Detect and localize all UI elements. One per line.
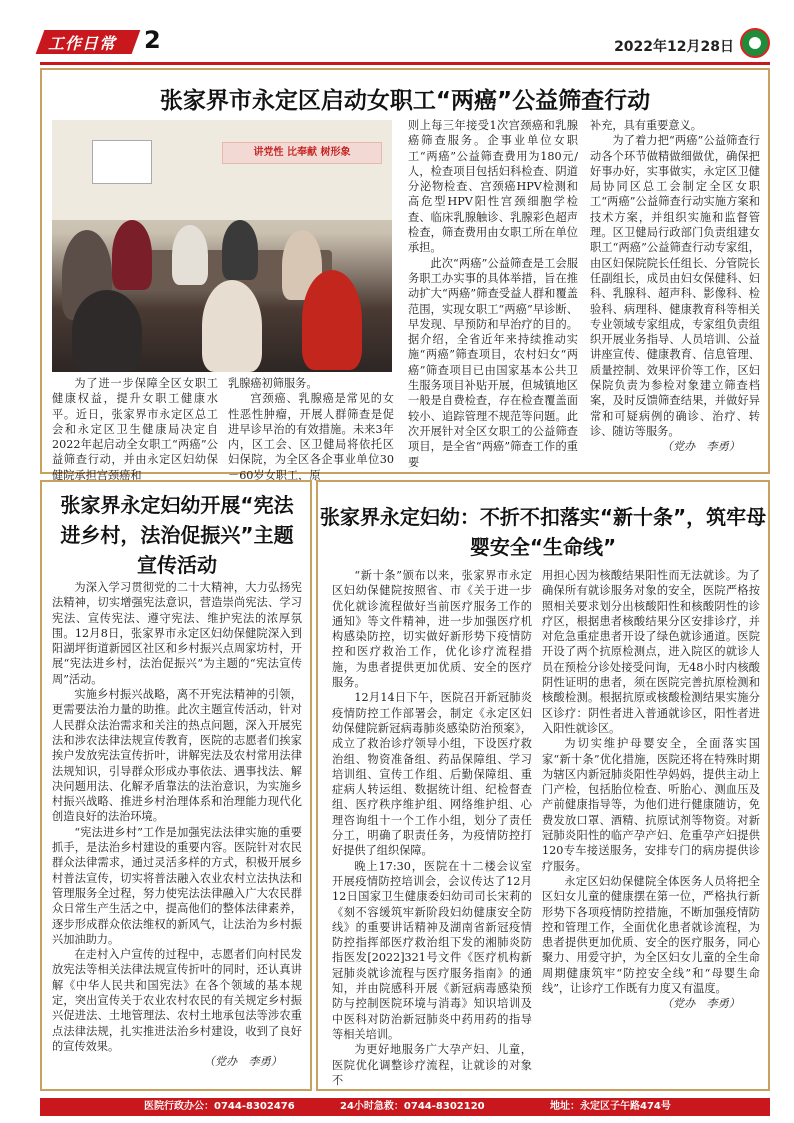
article-1-column-a (52, 376, 218, 483)
issue-date: 2022年12月28日 (614, 39, 734, 55)
hospital-logo-icon (740, 28, 770, 58)
article-3-column-a (332, 568, 532, 1088)
paragraph: 晚上17:30，医院在十二楼会议室开展疫情防控培训会，会议传达了12月12日国家卫生健康委妇幼司司长宋莉的《刻不容缓筑牢新阶段妇幼健康安全防线》的重要讲话精神及湖南省新冠疫情防控指挥部医疗救治组下发的湘肺炎防指医发[2022]321号文件《医疗机构新冠肺炎就诊流程与医疗服务指南》的通知，并由院感科开展《新冠病毒感染预防与控制医院环境与消毒》知识培训及中医科对防治新冠肺炎中药用药的指导等相关培训。 (332, 859, 532, 1041)
paragraph: “宪法进乡村”工作是加强宪法法律实施的重要抓手，是法治乡村建设的重要内容。医院针对农民群众法律需求，通过灵活多样的方式，积极开展乡村普法宣传，切实将普法融入农业农村立法执法和管理服务全过程，努力使宪法法律融入广大农民群众日常生产生活之中，提高他们的整体法律素养，逐步形成群众依法维权的新风气，让法治为乡村振兴加油助力。 (52, 825, 302, 946)
article-1-signature: （党办 李勇） (661, 440, 740, 454)
article-2-signature: （党办 李勇） (203, 1055, 282, 1069)
paragraph: 为切实维护母婴安全，全面落实国家“新十条”优化措施，医院还将在特殊时期为辖区内新冠肺炎阳性孕妈妈，提供主动上门产检，包括胎位检查、听胎心、测血压及产前健康指导等，为他们进行健康随访，免费发放口罩、酒精、抗原试剂等物资。对新冠肺炎阳性的临产孕产妇、危重孕产妇提供120专车接送服务，安排专门的病房提供诊疗服务。 (542, 737, 760, 873)
article-1-column-d (590, 118, 760, 455)
paragraph: 12月14日下午，医院召开新冠肺炎疫情防控工作部署会，制定《永定区妇幼保健院新冠病毒肺炎感染防治预案》，成立了救治诊疗领导小组，下设医疗救治组、物资准备组、药品保障组、学习培训组、宣传工作组、后勤保障组、重症病人转运组、数据统计组、纪检督查组、医疗秩序维护组、网络维护组、心理咨询组十一个工作小组，划分了责任分工，明确了职责任务，为疫情防控打好提供了组织保障。 (332, 691, 532, 858)
page-number: 2 (144, 26, 161, 54)
office-phone: 医院行政办公：0744-8302476 (144, 1101, 295, 1112)
paragraph: 为更好地服务广大孕产妇、儿童，医院优化调整诊疗流程，让就诊的对象不 (332, 1043, 532, 1087)
article-3-column-b (542, 568, 760, 1012)
paragraph: “新十条”颁布以来，张家界市永定区妇幼保健院按照省、市《关于进一步优化就诊流程做好当前医疗服务工作的通知》等文件精神，进一步加强医疗机构感染防控，切实做好新形势下疫情防控和医疗救治工作，优化诊疗流程措施，为患者提供更加优质、安全的医疗服务。 (332, 569, 532, 690)
page-header (40, 22, 770, 64)
header-rule (40, 62, 770, 65)
paragraph: 为深入学习贯彻党的二十大精神，大力弘扬宪法精神，切实增强宪法意识，营造崇尚宪法、学习宪法、宣传宪法、遵守宪法、维护宪法的浓厚氛围。12月8日，张家界市永定区妇幼保健院深入到阳湖坪街道新园区社区和乡村振兴点周家坊村，开展“宪法进乡村，法治促振兴”为主题的“宪法宣传周”活动。 (52, 581, 302, 686)
article-3-signature: （党办 李勇） (661, 997, 740, 1011)
paragraph: 宫颈癌、乳腺癌是常见的女性恶性肿瘤，开展人群筛查是促进早诊早治的有效措施。未来3年内，区工会、区卫健局将依托区妇保院，为全区各企事业单位30－60岁女职工，原 (228, 392, 394, 482)
article-2-title: 张家界永定妇幼开展“宪法进乡村，法治促振兴”主题宣传活动 (60, 493, 294, 577)
paragraph: 乳腺癌初筛服务。 (228, 377, 318, 390)
paragraph: 实施乡村振兴战略，离不开宪法精神的引领，更需要法治力量的助推。此次主题宣传活动，针对人民群众法治需求和关注的热点问题，深入开展宪法和涉农法律法规宣传教育，医院的志愿者们挨家挨户发放宪法宣传折叶，讲解宪法及农村常用法律法规知识，引导群众形成办事依法、遇事找法、解决问题用法、化解矛盾靠法的法治意识，为实施乡村振兴战略、推进乡村治理体系和治理能力现代化创造良好的法治环境。 (52, 688, 302, 824)
paragraph: 补充，具有重要意义。 (590, 119, 702, 132)
paragraph: 用担心因为核酸结果阳性而无法就诊。为了确保所有就诊服务对象的安全，医院严格按照相关要求划分出核酸阳性和核酸阴性的诊疗区，根据患者核酸结果分区安排诊疗，并对危急重症患者开设了绿色就诊通道。医院开设了两个抗原检测点，进入院区的就诊人员在预检分诊处接受问询，无48小时内核酸阴性证明的患者，须在医院完善抗原检测和核酸检测。根据抗原或核酸检测结果实施分区诊疗：阴性者进入普通就诊区，阳性者进入阳性就诊区。 (542, 569, 760, 735)
article-1-column-b (228, 376, 394, 483)
section-badge-label: 工作日常 (48, 34, 117, 53)
article-2-body (52, 580, 302, 1070)
paragraph: 此次“两癌”公益筛查是工会服务职工办实事的具体举措，旨在推动扩大“两癌”筛查受益人群和覆盖范围，实现女职工“两癌”早诊断、早发现、早预防和早治疗的目的。据介绍，全省近年来持续推动实施“两癌”筛查项目，农村妇女“两癌”筛查项目已由国家基本公共卫生服务项目补贴开展，但城镇地区一般是自费检查，存在检查覆盖面较小、追踪管理不规范等问题。此次开展针对全区女职工的公益筛查项目，是全省“两癌”筛查工作的重要 (408, 256, 578, 469)
article-1-column-c (408, 118, 578, 470)
article-3-title: 张家界永定妇幼：不折不扣落实“新十条”，筑牢母婴安全“生命线” (319, 505, 767, 559)
page-footer (40, 1098, 770, 1116)
meeting-photo (52, 120, 392, 372)
article-1-title: 张家界市永定区启动女职工“两癌”公益筛查行动 (159, 88, 651, 114)
paragraph: 则上每三年接受1次宫颈癌和乳腺癌筛查服务。企事业单位女职工“两癌”公益筛查费用为180元/人，检查项目包括妇科检查、阴道分泌物检查、宫颈癌HPV检测和高危型HPV阳性宫颈细胞学检查、临床乳腺触诊、乳腺彩色超声检查，筛查费用由女职工所在单位承担。 (408, 119, 578, 255)
paragraph: 为了着力把“两癌”公益筛查行动各个环节做精做细做优，确保把好事办好，实事做实，永定区卫健局协同区总工会制定全区女职工“两癌”公益筛查行动实施方案和技术方案，并组织实施和监督管理。区卫健局行政部门负责组建女职工“两癌”公益筛查行动专家组，由区妇保院院长任组长、分管院长任副组长，成员由妇女保健科、妇科、乳腺科、超声科、影像科、检验科、病理科、健康教育科等相关专业领域专家组成，专家组负责组织开展业务指导、人员培训、公益讲座宣传、健康教育、信息管理、质量控制、效果评价等工作，区妇保院负责为参检对象建立筛查档案，及时反馈筛查结果，并做好异常和可疑病例的确诊、治疗、转诊、随访等服务。 (590, 134, 760, 438)
section-badge (40, 30, 150, 54)
paragraph: 永定区妇幼保健院全体医务人员将把全区妇女儿童的健康摆在第一位，严格执行新形势下各项疫情防控措施，不断加强疫情防控和管理工作，全面优化患者就诊流程，为患者提供更加优质、安全的医疗服务，同心聚力、用爱守护，为全区妇女儿童的全生命周期健康筑牢“防控安全线”和“母婴生命线”，让诊疗工作既有力度又有温度。 (542, 874, 760, 996)
paragraph: 为了进一步保障全区女职工健康权益，提升女职工健康水平。近日，张家界市永定区总工会和永定区卫生健康局决定自2022年起启动全女职工“两癌”公益筛查行动，并由永定区妇幼保健院承担宫颈癌和 (52, 377, 218, 482)
hospital-address: 地址：永定区子午路474号 (550, 1101, 671, 1112)
emergency-phone: 24小时急救：0744-8302120 (340, 1101, 485, 1112)
photo-banner: 讲党性 比奉献 树形象 (222, 142, 382, 164)
paragraph: 在走村入户宣传的过程中，志愿者们向村民发放宪法等相关法律法规宣传折叶的同时，还认真讲解《中华人民共和国宪法》在各个领域的基本规定，突出宣传关于农业农村农民的有关规定乡村振兴促进法、土地管理法、农村土地承包法等涉农重点法律法规，扎实推进法治乡村建设，收到了良好的宣传效果。 (52, 948, 302, 1053)
